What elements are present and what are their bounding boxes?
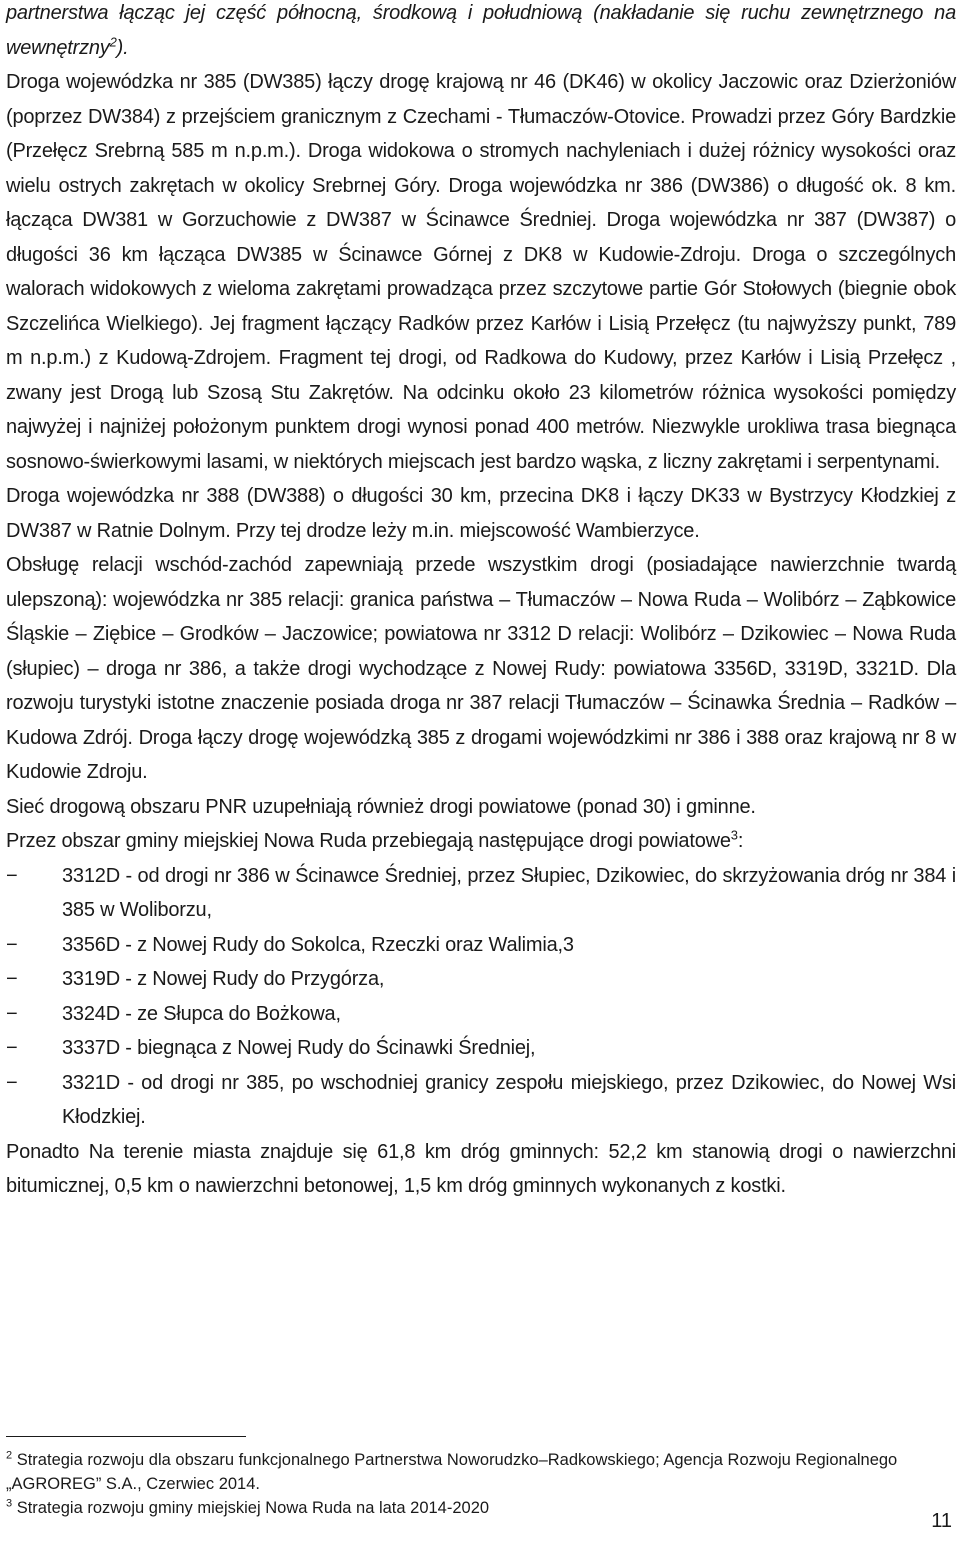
list-dash: − — [6, 968, 18, 990]
paragraph-drogi-powiatowe-colon: : — [737, 830, 744, 852]
footnote-3-text: Strategia rozwoju gminy miejskiej Nowa Ruda na lata 2014-2020 — [16, 1499, 490, 1517]
footnote-2-text: Strategia rozwoju dla obszaru funkcjonalnego Partnerstwa Noworudzko–Radkowskiego; Agencja Rozwoju Regionalnego „AGROREG” S.A., Czerwiec 2014. — [6, 1451, 898, 1493]
paragraph-siec: Sieć drogową obszaru PNR uzupełniają również drogi powiatowe (ponad 30) i gminne. — [6, 795, 756, 818]
list-dash: − — [6, 1002, 18, 1025]
list-item-text: 3356D - z Nowej Rudy do Sokolca, Rzeczki oraz Walimia,3 — [62, 933, 574, 956]
paragraph-dw385: Droga wojewódzka nr 385 (DW385) łączy drogę krajową nr 46 (DK46) w okolicy Jaczowic oraz Dzierżoniów (poprzez DW384) z przejściem granicznym z Czechami - Tłumaczów-Otovice. Prowadzi przez Góry Bardzkie (Przełęcz Srebrną 585 m n.p.m.). Droga widokowa o stromych nachyleniach i dużej różnicy wysokości oraz wielu ostrych zakrętach w okolicy Srebrnej Góry. Droga wojewódzka nr 386 (DW386) o długość ok. 8 km. łącząca DW381 w Gorzuchowie z DW387 w Ścinawce Średniej. Droga wojewódzka nr 387 (DW387) o długości 36 km łącząca DW385 w Ścinawce Górnej z DK8 w Kudowie-Zdroju. Droga o szczególnych walorach widokowych z wieloma zakrętami prowadząca przez szczytowe partie Gór Stołowych (biegnie obok Szczelińca Wielkiego). Jej fragment łączący Radków przez Karłów i Lisią Przełęcz (tu najwyższy punkt, 789 m n.p.m.) z Kudową-Zdrojem. Fragment tej drogi, od Radkowa do Kudowy, przez Karłów i Lisią Przełęcz , zwany jest Drogą lub Szosą Stu Zakrętów. Na odcinku około 23 kilometrów różnica wysokości pomiędzy najwyżej i najniżej położonym punktem drogi wynosi ponad 400 metrów. Niezwykle urokliwa trasa biegnąca sosnowo-świerkowymi lasami, w niektórych miejscach jest bardzo wąska, z liczny zakrętami i serpentynami. — [6, 71, 956, 473]
list-item — [6, 1031, 956, 1066]
list-item-text: 3321D - od drogi nr 385, po wschodniej granicy zespołu miejskiego, przez Dzikowiec, do Nowej Wsi Kłodzkiej. — [62, 1071, 956, 1128]
list-item-text: 3324D - ze Słupca do Bożkowa, — [62, 1002, 341, 1025]
list-item — [6, 928, 956, 963]
list-dash: − — [6, 1037, 18, 1059]
paragraph-ponadto: Ponadto Na terenie miasta znajduje się 61,8 km dróg gminnych: 52,2 km stanowią drogi o nawierzchni bitumicznej, 0,5 km o nawierzchni betonowej, 1,5 km dróg gminnych wykonanych z kostki. — [6, 1140, 956, 1197]
list-item-text: 3319D - z Nowej Rudy do Przygórza, — [62, 968, 385, 990]
list-dash: − — [6, 933, 18, 956]
paragraph-obsluga: Obsługę relacji wschód-zachód zapewniają przede wszystkim drogi (posiadające nawierzchnie twardą ulepszoną): wojewódzka nr 385 relacji: granica państwa – Tłumaczów – Nowa Ruda – Wolibórz – Ząbkowice Śląskie – Ziębice – Grodków – Jaczowice; powiatowa nr 3312 D relacji: Wolibórz – Dzikowiec – Nowa Ruda (słupiec) – droga nr 386, a także drogi wychodzące z Nowej Rudy: powiatowa 3356D, 3319D, 3321D. Dla rozwoju turystyki istotne znaczenie posiada droga nr 387 relacji Tłumaczów – Ścinawka Średnia – Radków – Kudowa Zdrój. Droga łączy drogę wojewódzką 385 z drogami wojewódzkimi nr 386 i 388 oraz krajową nr 8 w Kudowie Zdroju. — [6, 554, 956, 783]
footnote-3-number: 3 — [6, 1497, 13, 1510]
list-dash: − — [6, 1071, 18, 1094]
paragraph-drogi-powiatowe-text: Przez obszar gminy miejskiej Nowa Ruda przebiegają następujące drogi powiatowe — [6, 830, 731, 852]
list-item — [6, 859, 956, 928]
paragraph-intro-text: partnerstwa łącząc jej część północną, środkową i południową (nakładanie się ruchu zewnętrznego na wewnętrzny — [6, 2, 956, 59]
footnote-2 — [6, 1448, 936, 1496]
list-dash: − — [6, 864, 18, 887]
page-number: 11 — [931, 1510, 952, 1532]
list-item — [6, 997, 956, 1032]
paragraph-intro-close: ). — [116, 36, 129, 59]
footnotes — [6, 1448, 936, 1520]
body-text — [6, 0, 956, 1204]
list-item-text: 3337D - biegnąca z Nowej Rudy do Ścinawki Średniej, — [62, 1037, 536, 1059]
footnote-ref-2[interactable]: 2 — [109, 33, 117, 49]
list-item — [6, 1066, 956, 1135]
road-list — [6, 859, 956, 1135]
paragraph-drogi-powiatowe — [6, 824, 956, 859]
footnote-2-number: 2 — [6, 1449, 13, 1462]
footnote-3 — [6, 1496, 936, 1520]
paragraph-intro — [6, 0, 956, 65]
footnote-separator — [6, 1436, 246, 1437]
list-item — [6, 962, 956, 997]
footnote-ref-3[interactable]: 3 — [730, 827, 738, 843]
list-item-text: 3312D - od drogi nr 386 w Ścinawce Średniej, przez Słupiec, Dzikowiec, do skrzyżowania dróg nr 384 i 385 w Woliborzu, — [62, 864, 956, 921]
paragraph-dw388: Droga wojewódzka nr 388 (DW388) o długości 30 km, przecina DK8 i łączy DK33 w Bystrzycy Kłodzkiej z DW387 w Ratnie Dolnym. Przy tej drodze leży m.in. miejscowość Wambierzyce. — [6, 485, 956, 542]
